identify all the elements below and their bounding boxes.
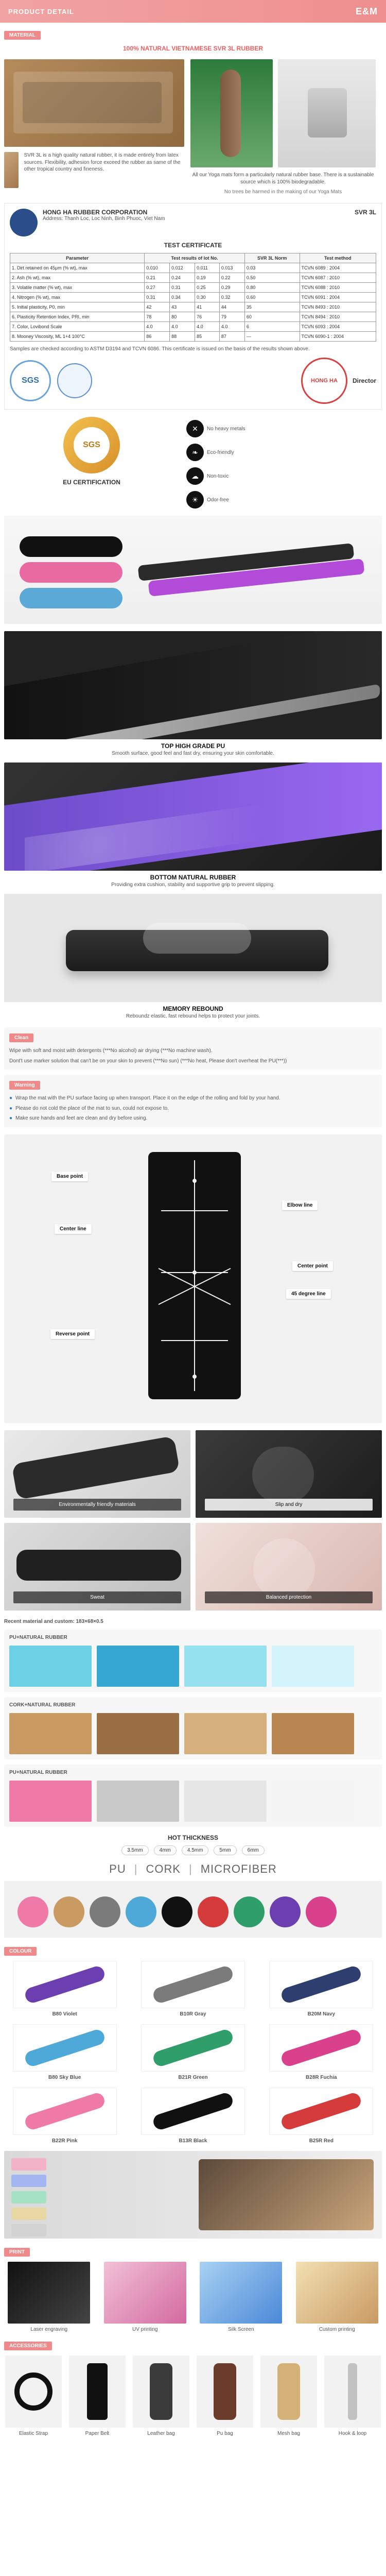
colour-section xyxy=(4,1946,382,2239)
gallery-section xyxy=(4,1430,382,1611)
non-toxic-icon: ✕ xyxy=(186,420,204,437)
table-cell: 3. Volatile matter (% wt), max xyxy=(10,282,145,292)
table-cell: 7. Color, Lovibond Scale xyxy=(10,321,145,331)
tag-elbow-line: Elbow line xyxy=(282,1200,318,1210)
color-mat-photo xyxy=(13,2024,117,2072)
info-icon: ● xyxy=(9,1115,13,1121)
sun-icon: ☀ xyxy=(186,491,204,509)
accessory-label: Hook & loop xyxy=(338,2430,367,2436)
print-label-text: Custom printing xyxy=(319,2326,355,2332)
thickness-chip[interactable]: 4.5mm xyxy=(182,1845,209,1855)
table-cell: 0.60 xyxy=(244,292,300,302)
accessory-label: Mesh bag xyxy=(277,2430,300,2436)
clean-section xyxy=(4,1027,382,1070)
table-cell: 43 xyxy=(170,302,195,312)
warning-item xyxy=(9,1115,377,1122)
table-cell: 0.21 xyxy=(145,273,170,282)
test-certificate-table xyxy=(10,253,376,342)
clean-label: Clean xyxy=(9,1033,33,1042)
table-row xyxy=(10,302,376,312)
table-cell: 87 xyxy=(219,331,244,341)
color-mat-photo xyxy=(269,2024,373,2072)
color-card[interactable] xyxy=(132,2024,253,2080)
color-card[interactable] xyxy=(132,1961,253,2017)
table-cell: 44 xyxy=(219,302,244,312)
table-cell: 76 xyxy=(195,312,220,321)
stamp-text: HONG HA xyxy=(311,378,338,384)
table-cell: 0.50 xyxy=(244,273,300,282)
eu-cert-label: EU CERTIFICATION xyxy=(63,479,120,486)
table-cell: 4.0 xyxy=(145,321,170,331)
accessory-item[interactable] xyxy=(132,2355,190,2436)
color-code: B25R Red xyxy=(309,2138,334,2144)
bottom-layer-desc: Providing extra cushion, stability and supportive grip to prevent slipping. xyxy=(111,882,275,888)
print-photo xyxy=(296,2262,378,2324)
memory-label: MEMORY REBOUND xyxy=(163,1005,223,1012)
warning-label: Warning xyxy=(9,1081,40,1090)
info-icon: ● xyxy=(9,1105,13,1111)
tag-base-point: Base point xyxy=(51,1172,88,1181)
color-code: B20M Navy xyxy=(307,2011,335,2017)
table-header: Test results of lot No. xyxy=(145,253,245,263)
quality-seal xyxy=(57,363,92,398)
paper-belt-photo xyxy=(69,2355,126,2428)
company-stamp xyxy=(301,358,347,404)
clean-line-1: Wipe with soft and moist with detergents (***No alcohol) air drying (***No machine wash). xyxy=(9,1048,213,1054)
table-row xyxy=(10,273,376,282)
accessory-item[interactable] xyxy=(259,2355,318,2436)
warning-item xyxy=(9,1105,377,1112)
color-card[interactable] xyxy=(4,2024,125,2080)
table-row xyxy=(10,292,376,302)
table-cell: 80 xyxy=(170,312,195,321)
material-section xyxy=(4,30,382,196)
option-photo xyxy=(272,1781,354,1822)
bottom-rubber-layer-photo xyxy=(4,762,382,871)
no-smell-icon: ☁ xyxy=(186,467,204,485)
table-cell: 0.24 xyxy=(170,273,195,282)
layers-section xyxy=(4,631,382,1019)
color-mat-photo xyxy=(269,1961,373,2008)
color-code: B21R Green xyxy=(178,2074,208,2080)
company-logo xyxy=(10,209,38,236)
memory-rebound-photo xyxy=(4,894,382,1002)
table-cell: TCVN 6089 : 2004 xyxy=(300,263,376,273)
grade-code: SVR 3L xyxy=(354,208,376,216)
option-material-label: CORK+NATURAL RUBBER xyxy=(9,1702,76,1708)
company-address: Address: Thanh Loc, Loc Ninh, Binh Phuoc, Viet Nam xyxy=(43,215,165,222)
material-left-text: SVR 3L is a high quality natural rubber, it is made entirely from latex sources. Flexibility, adhesion force exceed the rubber as same of the other tropical country and fineness. xyxy=(24,152,181,172)
hook-loop-photo xyxy=(324,2355,381,2428)
option-photo xyxy=(184,1646,267,1687)
table-cell: 1. Dirt retained on 45μm (% wt), max xyxy=(10,263,145,273)
table-header: SVR 3L Norm xyxy=(244,253,300,263)
bottom-layer-label: BOTTOM NATURAL RUBBER xyxy=(150,874,236,881)
table-cell: TCVN 8494 : 2010 xyxy=(300,312,376,321)
color-code: B80 Violet xyxy=(52,2011,77,2017)
sgs-badge-icon: SGS xyxy=(74,427,110,463)
tag-45-degree-line: 45 degree line xyxy=(286,1289,331,1299)
color-code: B28R Fuchia xyxy=(306,2074,337,2080)
divider: | xyxy=(134,1862,138,1875)
print-section xyxy=(4,2247,382,2332)
table-row xyxy=(10,321,376,331)
divider: | xyxy=(189,1862,192,1875)
table-cell: 0.32 xyxy=(219,292,244,302)
accessory-item[interactable] xyxy=(323,2355,382,2436)
accessory-item[interactable] xyxy=(68,2355,127,2436)
table-cell: 79 xyxy=(219,312,244,321)
feature-row xyxy=(186,444,382,461)
option-photo xyxy=(97,1646,179,1687)
rolled-mats-photo xyxy=(4,1881,382,1938)
print-option[interactable] xyxy=(196,2262,286,2332)
material-right-caption-2: No trees be harmed in the making of our Yoga Mats xyxy=(224,189,342,195)
table-row xyxy=(10,331,376,341)
print-photo xyxy=(8,2262,90,2324)
mats-showcase xyxy=(4,516,382,624)
thickness-chip[interactable]: 5mm xyxy=(214,1845,236,1855)
table-cell: 0.29 xyxy=(219,282,244,292)
feature-row xyxy=(186,420,382,437)
table-cell: 0.30 xyxy=(195,292,220,302)
leather-bag-photo xyxy=(133,2355,189,2428)
pu-cork-microfiber-title xyxy=(4,1862,382,1876)
brand-logo: E&M xyxy=(356,6,378,16)
feature-label: Eco-friendly xyxy=(207,449,234,455)
color-code: B10R Gray xyxy=(180,2011,206,2017)
accessory-label: Pu bag xyxy=(217,2430,233,2436)
table-cell: 86 xyxy=(145,331,170,341)
latex-cup-photo xyxy=(278,59,376,167)
thickness-title: HOT THICKNESS xyxy=(167,1834,218,1841)
gallery-caption: Slip and dry xyxy=(205,1499,373,1511)
options-title: Recent material and custom: 183×68×0.5 xyxy=(4,1618,103,1624)
feature-label: Odor-free xyxy=(207,497,229,503)
color-code: B13R Black xyxy=(179,2138,207,2144)
tag-reverse-point: Reverse point xyxy=(50,1329,95,1339)
top-pu-layer-photo xyxy=(4,631,382,739)
option-photo xyxy=(97,1713,179,1754)
table-cell: 0.011 xyxy=(195,263,220,273)
print-label: PRINT xyxy=(4,2248,30,2257)
accessory-item[interactable] xyxy=(4,2355,63,2436)
color-mat-photo xyxy=(13,1961,117,2008)
leaf-icon: ❧ xyxy=(186,444,204,461)
table-cell: 4.0 xyxy=(195,321,220,331)
table-cell: 0.31 xyxy=(145,292,170,302)
option-card-3 xyxy=(4,1765,382,1827)
print-label-text: UV printing xyxy=(132,2326,158,2332)
table-cell: 0.27 xyxy=(145,282,170,292)
option-photo xyxy=(272,1713,354,1754)
rubber-roll-photo xyxy=(4,152,19,188)
info-icon: ● xyxy=(9,1095,13,1101)
table-cell: 8. Mooney Viscosity, ML 1+4 100°C xyxy=(10,331,145,341)
option-card-2 xyxy=(4,1697,382,1759)
accessories-label: ACCESSORIES xyxy=(4,2342,52,2350)
top-layer-label: TOP HIGH GRADE PU xyxy=(161,742,225,750)
certificate-note: Samples are checked according to ASTM D3194 and TCVN 6086. This certificate is issued on the basis of the results shown above. xyxy=(10,346,310,352)
option-photo xyxy=(184,1781,267,1822)
gallery-photo-3 xyxy=(4,1523,190,1611)
feature-label: Non-toxic xyxy=(207,473,229,479)
features-section xyxy=(4,417,382,509)
table-cell: 2. Ash (% wt), max xyxy=(10,273,145,282)
option-photo xyxy=(272,1646,354,1687)
color-mat-photo xyxy=(141,2088,245,2135)
mats-showcase-photo xyxy=(4,516,382,624)
eu-cert-badge xyxy=(63,417,120,473)
table-row xyxy=(10,312,376,321)
print-label-text: Laser engraving xyxy=(30,2326,68,2332)
table-cell: 4. Nitrogen (% wt), max xyxy=(10,292,145,302)
table-cell: 0.34 xyxy=(170,292,195,302)
gallery-photo-2 xyxy=(196,1430,382,1518)
color-swatches-photo xyxy=(4,2151,382,2239)
table-cell: 6 xyxy=(244,321,300,331)
material-right-caption-1: All our Yoga mats form a particularly natural rubber base. There is a sustainable source which is 100% biodegradable. xyxy=(192,172,374,185)
table-cell: 0.80 xyxy=(244,282,300,292)
color-mat-photo xyxy=(141,1961,245,2008)
print-option[interactable] xyxy=(100,2262,190,2332)
table-cell: 0.25 xyxy=(195,282,220,292)
table-cell: 41 xyxy=(195,302,220,312)
table-cell: 4.0 xyxy=(219,321,244,331)
thickness-chip[interactable]: 6mm xyxy=(242,1845,265,1855)
top-layer-desc: Smooth surface, good feel and fast dry, ensuring your skin comfortable. xyxy=(112,751,274,756)
table-cell: 0.22 xyxy=(219,273,244,282)
table-cell: 0.31 xyxy=(170,282,195,292)
print-option[interactable] xyxy=(292,2262,382,2332)
accessory-label: Paper Belt xyxy=(85,2430,110,2436)
accessories-section xyxy=(4,2341,382,2436)
material-option-pu: PU xyxy=(109,1862,126,1875)
tag-center-line: Center line xyxy=(55,1224,92,1234)
certificate-title: TEST CERTIFICATE xyxy=(164,241,222,249)
color-card[interactable] xyxy=(261,1961,382,2017)
clean-line-2: Dont't use marker solution that can't be on your skin to prevent (***No sun) (***No heat, Please don't overheat the PU(***)) xyxy=(9,1058,287,1064)
option-card-1 xyxy=(4,1630,382,1692)
table-header: Parameter xyxy=(10,253,145,263)
colour-label: COLOUR xyxy=(4,1947,37,1956)
table-cell: TCVN 6091 : 2004 xyxy=(300,292,376,302)
table-cell: 85 xyxy=(195,331,220,341)
table-cell: — xyxy=(244,331,300,341)
gallery-photo-4 xyxy=(196,1523,382,1611)
warning-text: Please do not cold the place of the mat to sun, could not expose to. xyxy=(15,1105,169,1111)
option-material-label: PU+NATURAL RUBBER xyxy=(9,1634,67,1640)
option-photo xyxy=(184,1713,267,1754)
table-cell: TCVN 6087 : 2010 xyxy=(300,273,376,282)
gallery-caption: Sweat xyxy=(13,1591,181,1603)
table-cell: 0.013 xyxy=(219,263,244,273)
color-mat-photo xyxy=(269,2088,373,2135)
pu-bag-photo xyxy=(197,2355,253,2428)
memory-desc: Reboundz elastic, fast rebound helps to protect your joints. xyxy=(126,1013,260,1019)
feature-row xyxy=(186,467,382,485)
tree-tapping-photo xyxy=(190,59,273,167)
tag-center-point: Center point xyxy=(292,1261,333,1271)
director-label: Director xyxy=(352,377,376,384)
sgs-label: SGS xyxy=(22,376,39,385)
color-code: B22R Pink xyxy=(51,2138,78,2144)
accessory-label: Leather bag xyxy=(147,2430,175,2436)
table-cell: TCVN 6090-1 : 2004 xyxy=(300,331,376,341)
table-header: Test method xyxy=(300,253,376,263)
certificate-card xyxy=(4,203,382,410)
color-card[interactable] xyxy=(261,2088,382,2144)
material-label: MATERIAL xyxy=(4,31,41,40)
color-card[interactable] xyxy=(132,2088,253,2144)
table-row xyxy=(10,282,376,292)
accessory-item[interactable] xyxy=(196,2355,254,2436)
feature-label: No heavy metals xyxy=(207,426,245,432)
warning-text: Wrap the mat with the PU surface facing up when transport. Place it on the edge of the rolling and fold by your hand. xyxy=(15,1095,280,1101)
table-cell: 4.0 xyxy=(170,321,195,331)
mesh-bag-photo xyxy=(260,2355,317,2428)
table-cell: 0.19 xyxy=(195,273,220,282)
color-card[interactable] xyxy=(261,2024,382,2080)
table-cell: 0.010 xyxy=(145,263,170,273)
table-cell: TCVN 6088 : 2010 xyxy=(300,282,376,292)
table-cell: TCVN 6093 : 2004 xyxy=(300,321,376,331)
warning-section xyxy=(4,1075,382,1127)
print-photo xyxy=(200,2262,282,2324)
table-row xyxy=(10,263,376,273)
color-mat-photo xyxy=(141,2024,245,2072)
company-name: HONG HA RUBBER CORPORATION xyxy=(43,208,148,216)
table-cell: 5. Initial plasticity, P0, min xyxy=(10,302,145,312)
options-section xyxy=(4,1619,382,1938)
color-card[interactable] xyxy=(4,2088,125,2144)
gallery-photo-1 xyxy=(4,1430,190,1518)
option-photo xyxy=(9,1781,92,1822)
option-photo xyxy=(97,1781,179,1822)
table-cell: 0.012 xyxy=(170,263,195,273)
gallery-caption: Balanced protection xyxy=(205,1591,373,1603)
print-photo xyxy=(104,2262,186,2324)
material-option-cork: CORK xyxy=(146,1862,181,1875)
header-title: PRODUCT DETAIL xyxy=(8,7,74,15)
option-photo xyxy=(9,1646,92,1687)
gallery-caption: Environmentally friendly materials xyxy=(13,1499,181,1511)
table-cell: 60 xyxy=(244,312,300,321)
elastic-strap-photo xyxy=(5,2355,62,2428)
table-cell: 0.03 xyxy=(244,263,300,273)
feature-row xyxy=(186,491,382,509)
option-material-label: PU+NATURAL RUBBER xyxy=(9,1769,67,1775)
material-title: 100% NATURAL VIETNAMESE SVR 3L RUBBER xyxy=(122,45,264,52)
option-photo xyxy=(9,1713,92,1754)
accessory-label: Elastic Strap xyxy=(19,2430,48,2436)
rubber-sheets-photo xyxy=(4,59,184,147)
color-code: B80 Sky Blue xyxy=(48,2074,81,2080)
table-cell: 6. Plasticity Retention Index, PRI, min xyxy=(10,312,145,321)
color-mat-photo xyxy=(13,2088,117,2135)
table-cell: 78 xyxy=(145,312,170,321)
table-cell: TCVN 8493 : 2010 xyxy=(300,302,376,312)
warning-text: Make sure hands and feet are clean and dry before using. xyxy=(15,1115,148,1121)
print-option[interactable] xyxy=(4,2262,94,2332)
color-card[interactable] xyxy=(4,1961,125,2017)
thickness-chip[interactable]: 4mm xyxy=(154,1845,177,1855)
table-cell: 35 xyxy=(244,302,300,312)
sgs-seal xyxy=(10,360,51,401)
warning-item xyxy=(9,1095,377,1102)
print-label-text: Silk Screen xyxy=(227,2326,254,2332)
material-option-microfiber: MICROFIBER xyxy=(200,1862,277,1875)
table-cell: 88 xyxy=(170,331,195,341)
alignment-lines-section xyxy=(4,1134,382,1423)
table-cell: 42 xyxy=(145,302,170,312)
header-bar xyxy=(0,0,386,23)
thickness-chip[interactable]: 3.5mm xyxy=(121,1845,149,1855)
